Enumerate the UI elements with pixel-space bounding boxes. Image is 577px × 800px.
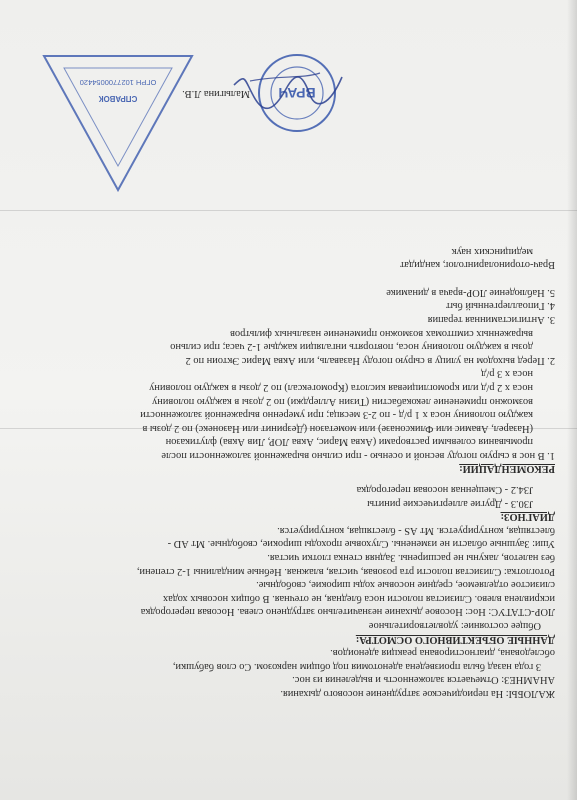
handwritten-signature (230, 55, 350, 125)
anamnesis-line: 3 года назад была произведена аденотомия под общим наркозом. Со слов бабушки, (172, 660, 541, 672)
diagnosis-heading: ДИАГНОЗ: (500, 511, 555, 523)
lor-status-line: слизистое отделяемое, средние носовые ходы широкие, свободные. (256, 579, 555, 591)
stamp-text: ОГРН 1027700054420 (79, 78, 157, 87)
general-state: Общее состояние: удовлетворительное (368, 620, 541, 632)
paper-edge-shadow (567, 0, 577, 800)
recommendation-line: (Назарел, Авамис или Фликсоназе) или мометазон (Дезринит или Назонекс) по 2 дозы в (142, 422, 533, 434)
recommendation-line: выраженных симптомах возможно применение назальных фильтров (230, 327, 533, 339)
recommendation-line: 3. Антигистаминная терапия (427, 313, 555, 325)
diagnosis-line: J30.3 - Другие аллергические риниты (367, 497, 533, 509)
recommendation-line: дозы в каждую половину носа, повторять ингаляции каждые 1-2 часа; при сильно (170, 341, 533, 353)
recommendation-line: носа х 2 р/д или кромоглициевая кислота (Кромогексал) по 2 дозы в каждую половину (149, 381, 533, 393)
round-stamp-text: ВРАЧ (278, 85, 316, 101)
triangular-stamp (38, 46, 198, 196)
recommendation-line: 5. Наблюдение ЛОР-врача в динамике (386, 286, 555, 298)
document-body (20, 40, 555, 700)
recommendation-line: носа х 3 р/д (481, 368, 533, 380)
recommendation-line: 4. Гипоаллергенный быт (445, 300, 555, 312)
diagnosis-line: J34.2 - Смещенная носовая перегородка (356, 484, 533, 496)
objective-heading: ДАННЫЕ ОБЪЕКТИВНОГО ОСМОТРА: (355, 633, 555, 645)
lor-status-line: без налетов, лакуны не расширены. Задняя стенка глотки чистая. (267, 552, 555, 564)
signature-name: Малыгина Л.В. (182, 88, 250, 99)
signature-title: Врач-оториноларинголог, кандидат (400, 259, 555, 271)
recommendations-heading: РЕКОМЕНДАЦИИ: (459, 463, 555, 475)
lor-status-line: искривлена влево. Слизистая полости носа бледная, не отечная. В общих носовых ходах (162, 592, 555, 604)
anamnesis-line: обследована, диагностирована реакция аденоидов. (330, 647, 555, 659)
lor-status-line: Уши: Заушные области не изменены. Слуховые проходы широкие, свободные. Мт AD - (167, 538, 555, 550)
complaints: ЖАЛОБЫ: На периодическое затруднение носового дыхания. (280, 688, 555, 699)
recommendation-line: возможно применение лекокабастин (Тизин Аллерджи) по 2 дозы в каждую половину (152, 395, 533, 407)
anamnesis-line: АНАМНЕЗ: Отмечается заложенность и выделения из нос. (292, 674, 555, 686)
recommendation-line: 2. Перед выходом на улицу в сырую погоду Назаваль, или Аква Марис Эктоин по 2 (185, 354, 555, 366)
recommendation-line: промывания солевыми растворами (Аква Марис, Аква ЛОР, Лив Аква) флутиказон (165, 436, 533, 448)
lor-status-line: Ротоглотка: Слизистая полости рта розовая, чистая, влажная. Небные миндалины 1-2 степени, (136, 565, 555, 577)
recommendation-line: 1. В нос в сырую погоду весной и осенью - при сильно выраженной заложенности после (161, 449, 555, 461)
recommendation-line: каждую половину носа х 1 р/д - по 2-3 месяца; при умеренно выраженной заложенности (140, 409, 533, 421)
signature-title: медицинских наук (451, 245, 533, 257)
stamp-text: СПРАВОК (98, 94, 138, 103)
lor-status-line: ЛОР-СТАТУС: Нос: Носовое дыхание незначительно затруднено слева. Носовая перегородка (140, 606, 555, 618)
lor-status-line: блестящая, контурируется. Мт AS - блестящая, контурируется. (277, 524, 555, 536)
